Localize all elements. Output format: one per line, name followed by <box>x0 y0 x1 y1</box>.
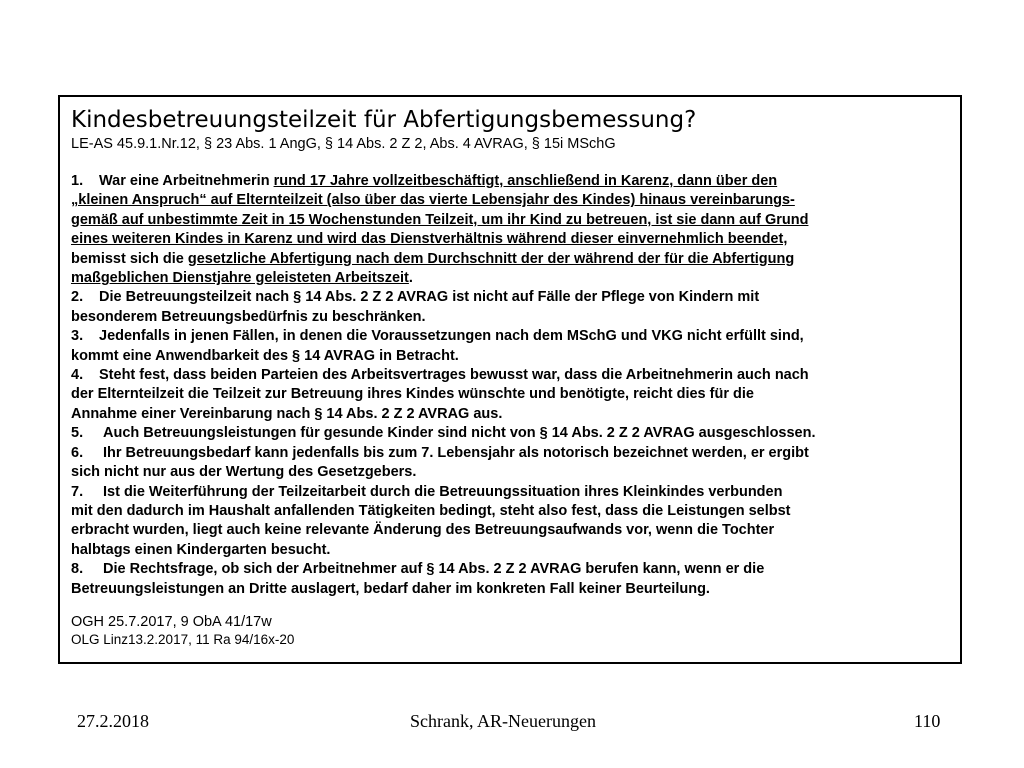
point-1-line-5: bemisst sich die gesetzliche Abfertigung nach dem Durchschnitt der der während der für die Abfertigung <box>71 250 795 267</box>
point-number: 8. <box>71 561 84 578</box>
point-number: 7. <box>71 483 84 500</box>
point-7-line-4: halbtags einen Kindergarten besucht. <box>71 541 331 558</box>
point-number: 5. <box>71 425 84 442</box>
point-1-line-2: „kleinen Anspruch“ auf Elternteilzeit (also über das vierte Lebensjahr des Kindes) hinaus vereinbarungs- <box>71 192 795 209</box>
holdings-list <box>71 172 960 599</box>
point-2-line-2: besonderem Betreuungsbedürfnis zu beschränken. <box>71 308 426 325</box>
content-box <box>58 95 962 664</box>
point-2-line-1: 2. Die Betreuungsteilzeit nach § 14 Abs. 2 Z 2 AVRAG ist nicht auf Fälle der Pflege von Kindern mit <box>71 288 960 307</box>
point-4-line-2: der Elternteilzeit die Teilzeit zur Betreuung ihres Kindes wünschte und benötigte, reicht dies für die <box>71 386 754 403</box>
underlined-text: maßgeblichen Dienstjahre geleisteten Arbeitszeit <box>71 270 409 287</box>
footer-author: Schrank, AR-Neuerungen <box>410 711 596 731</box>
footer-date: 27.2.2018 <box>77 711 149 731</box>
point-6-line-1: 6. Ihr Betreuungsbedarf kann jedenfalls bis zum 7. Lebensjahr als notorisch bezeichnet werden, er ergibt <box>71 444 960 463</box>
court-citation-ogh: OGH 25.7.2017, 9 ObA 41/17w <box>71 613 272 630</box>
point-7-line-3: erbracht wurden, liegt auch keine relevante Änderung des Betreuungsaufwands vor, wenn die Tochter <box>71 522 775 539</box>
point-8-line-2: Betreuungsleistungen an Dritte auslagert, bedarf daher im konkreten Fall keiner Beurteilung. <box>71 580 710 597</box>
point-1-line-1: 1. War eine Arbeitnehmerin rund 17 Jahre vollzeitbeschäftigt, anschließend in Karenz, dann über den <box>71 172 960 191</box>
point-5-line-1: 5. Auch Betreuungsleistungen für gesunde Kinder sind nicht von § 14 Abs. 2 Z 2 AVRAG ausgeschlossen. <box>71 424 960 443</box>
point-number: 1. <box>71 173 84 189</box>
point-7-line-1: 7. Ist die Weiterführung der Teilzeitarbeit durch die Betreuungssituation ihres Kleinkindes verbunden <box>71 483 960 502</box>
footer-page-number: 110 <box>914 711 941 731</box>
point-1-line-4: eines weiteren Kindes in Karenz und wird das Dienstverhältnis während dieser einvernehmlich beendet, <box>71 231 788 248</box>
slide-title: Kindesbetreuungsteilzeit für Abfertigungsbemessung? <box>71 107 697 133</box>
point-1-line-3: gemäß auf unbestimmte Zeit in 15 Wochenstunden Teilzeit, um ihr Kind zu betreuen, ist sie dann auf Grund <box>71 211 809 228</box>
point-1-line-6: maßgeblichen Dienstjahre geleisteten Arbeitszeit. <box>71 270 413 287</box>
point-3-line-2: kommt eine Anwendbarkeit des § 14 AVRAG in Betracht. <box>71 347 459 364</box>
court-citation-olg: OLG Linz13.2.2017, 11 Ra 94/16x-20 <box>71 631 295 647</box>
point-number: 3. <box>71 328 84 345</box>
point-number: 4. <box>71 367 84 384</box>
point-4-line-1: 4. Steht fest, dass beiden Parteien des Arbeitsvertrages bewusst war, dass die Arbeitnehmerin auch nach <box>71 366 960 385</box>
legal-references: LE-AS 45.9.1.Nr.12, § 23 Abs. 1 AngG, § 14 Abs. 2 Z 2, Abs. 4 AVRAG, § 15i MSchG <box>71 136 616 152</box>
point-3-line-1: 3. Jedenfalls in jenen Fällen, in denen die Voraussetzungen nach dem MSchG und VKG nicht erfüllt sind, <box>71 327 960 346</box>
point-6-line-2: sich nicht nur aus der Wertung des Gesetzgebers. <box>71 464 417 481</box>
point-number: 6. <box>71 444 84 461</box>
point-8-line-1: 8. Die Rechtsfrage, ob sich der Arbeitnehmer auf § 14 Abs. 2 Z 2 AVRAG berufen kann, wenn er die <box>71 560 960 579</box>
underlined-text: gesetzliche Abfertigung nach dem Durchschnitt der der während der für die Abfertigung <box>187 250 795 267</box>
point-number: 2. <box>71 289 84 306</box>
point-7-line-2: mit den dadurch im Haushalt anfallenden Tätigkeiten bedingt, steht also fest, dass die Leistungen selbst <box>71 502 791 519</box>
underlined-text: rund 17 Jahre vollzeitbeschäftigt, anschließend in Karenz, dann über den <box>273 173 778 189</box>
point-4-line-3: Annahme einer Vereinbarung nach § 14 Abs. 2 Z 2 AVRAG aus. <box>71 405 503 422</box>
